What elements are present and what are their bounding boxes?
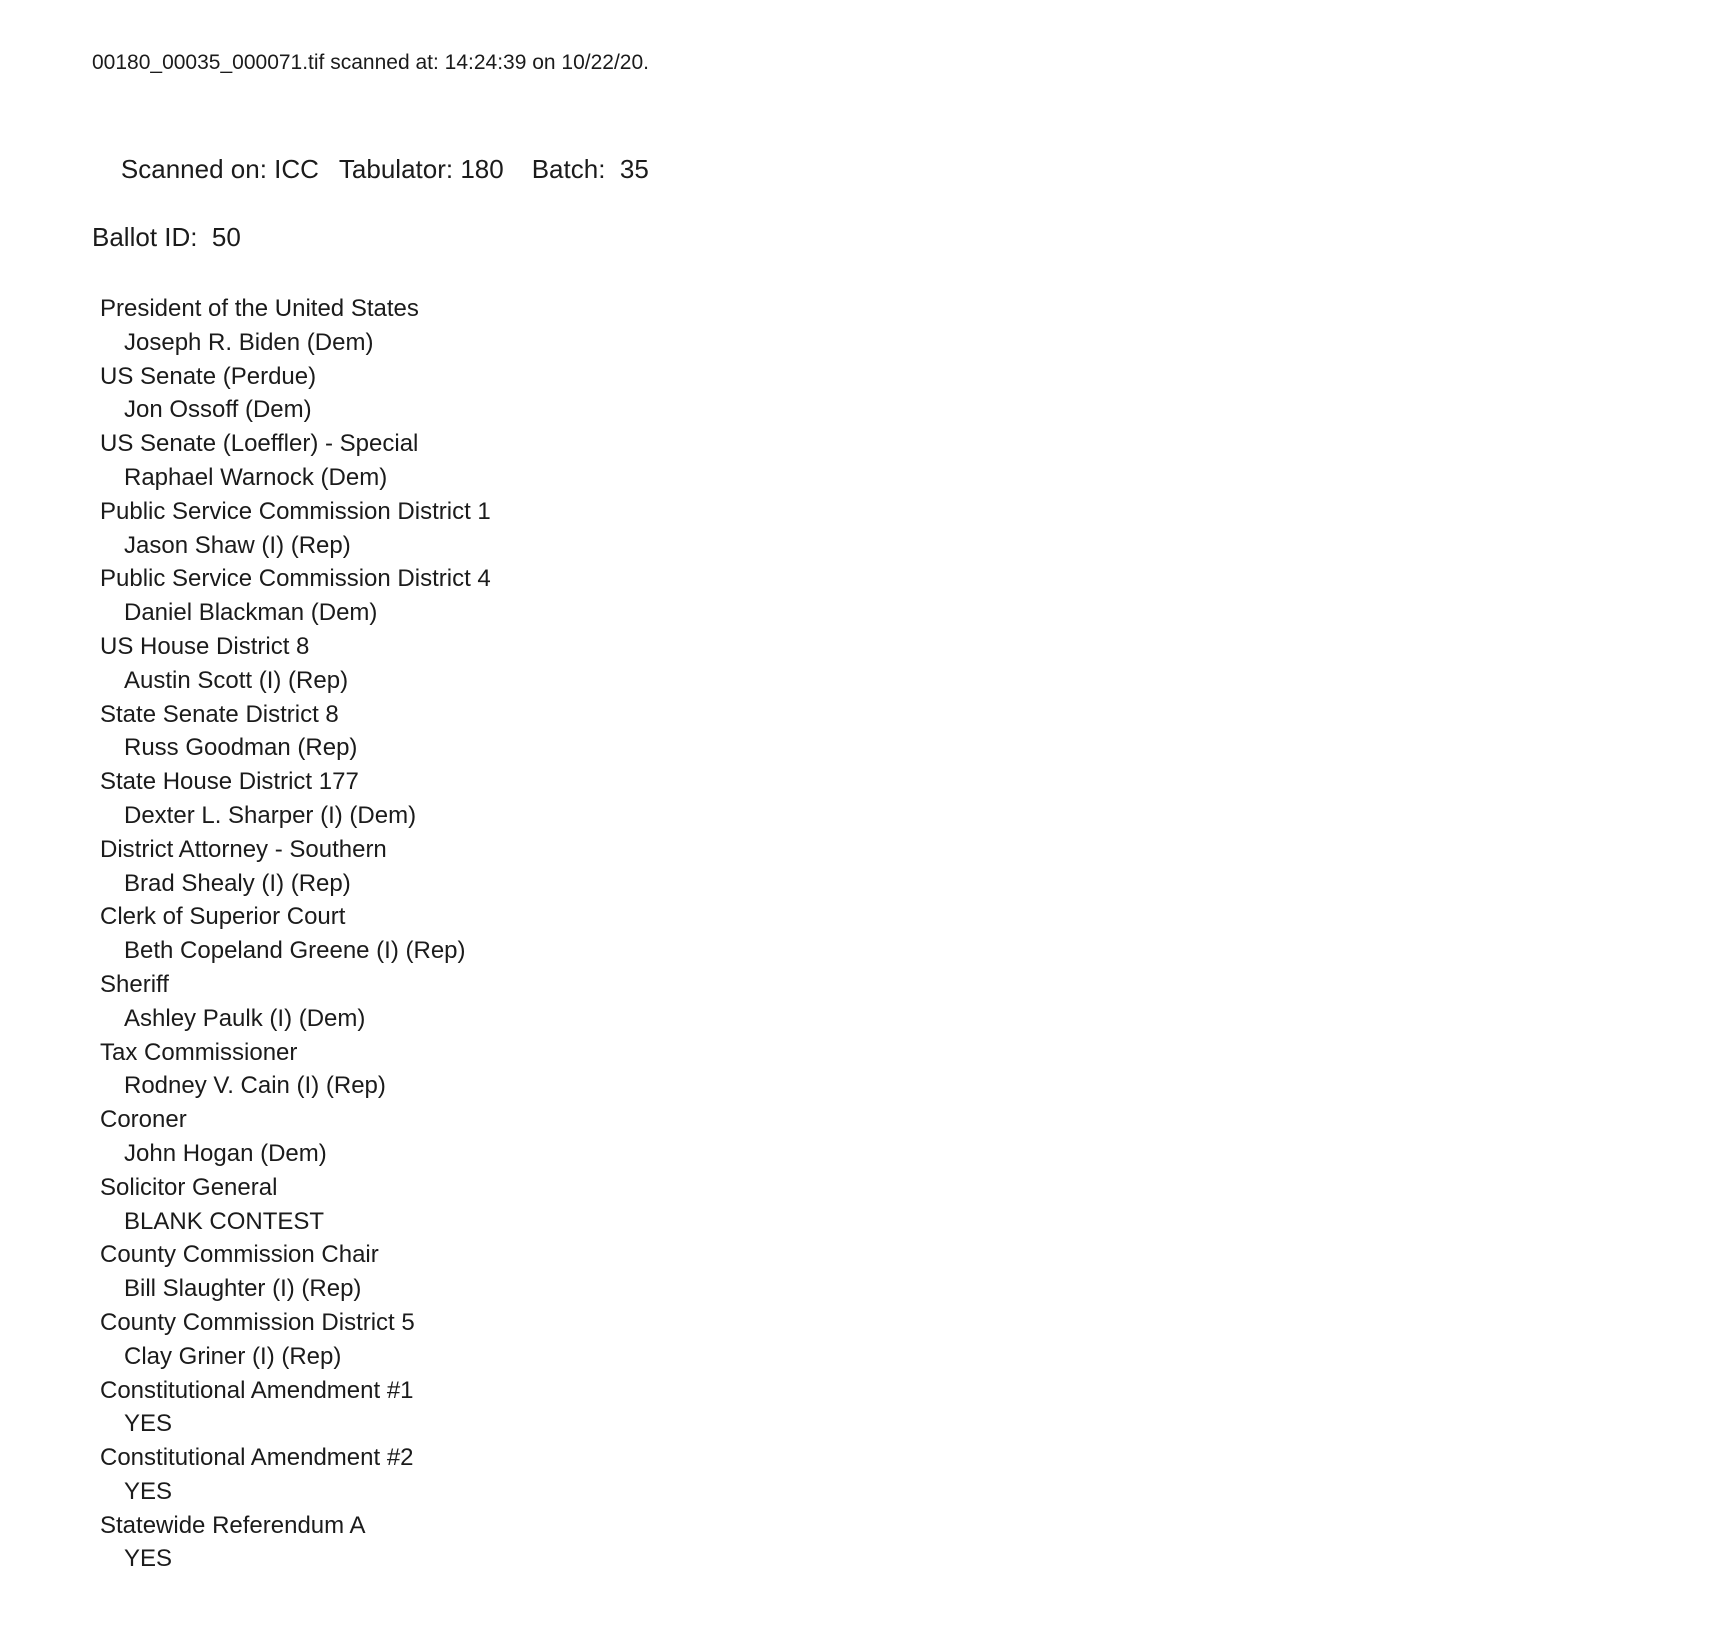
scan-info-line — [92, 118, 1678, 220]
contest-row — [100, 765, 1678, 833]
contest-title: State House District 177 — [100, 768, 359, 796]
batch-value: Batch: 35 — [531, 154, 649, 184]
contest-row — [100, 968, 1678, 1036]
contest-row — [100, 1306, 1678, 1374]
tabulator-value: Tabulator: 180 — [338, 154, 504, 184]
contest-selection: Russ Goodman (Rep) — [124, 734, 358, 762]
contest-selection: Joseph R. Biden (Dem) — [124, 328, 374, 356]
contest-row — [100, 698, 1678, 766]
contest-selection: Ashley Paulk (I) (Dem) — [124, 1004, 366, 1032]
contest-selection: YES — [124, 1545, 173, 1573]
contest-selection: Clay Griner (I) (Rep) — [124, 1342, 342, 1370]
contest-selection: Austin Scott (I) (Rep) — [124, 666, 349, 694]
contest-row — [100, 1171, 1678, 1239]
contest-title: Constitutional Amendment #2 — [100, 1444, 414, 1472]
contest-row — [100, 562, 1678, 630]
contest-title: Sheriff — [100, 970, 169, 998]
contest-selection: Rodney V. Cain (I) (Rep) — [124, 1072, 386, 1100]
contest-title: US Senate (Loeffler) - Special — [100, 430, 419, 458]
contest-row — [100, 292, 1678, 360]
contest-selection: Beth Copeland Greene (I) (Rep) — [124, 937, 466, 965]
contest-selection: Dexter L. Sharper (I) (Dem) — [124, 801, 417, 829]
contest-row — [100, 427, 1678, 495]
contest-selection: John Hogan (Dem) — [124, 1139, 327, 1167]
contest-title: Public Service Commission District 4 — [100, 565, 491, 593]
contest-title: District Attorney - Southern — [100, 835, 387, 863]
contest-row — [100, 833, 1678, 901]
contest-row — [100, 1238, 1678, 1306]
ballot-id-value: Ballot ID: 50 — [92, 222, 241, 252]
contest-row — [100, 1103, 1678, 1171]
contest-title: County Commission Chair — [100, 1241, 379, 1269]
contest-row — [100, 900, 1678, 968]
contest-title: Statewide Referendum A — [100, 1511, 366, 1539]
contest-list — [100, 292, 1678, 1576]
contest-title: President of the United States — [100, 295, 419, 322]
contest-row — [100, 1509, 1678, 1577]
contest-title: Constitutional Amendment #1 — [100, 1376, 414, 1404]
scan-filename-line: 00180_00035_000071.tif scanned at: 14:24:39 on 10/22/20. — [92, 51, 649, 74]
contest-selection: Jon Ossoff (Dem) — [124, 396, 312, 424]
contest-title: Public Service Commission District 1 — [100, 497, 491, 525]
contest-selection: BLANK CONTEST — [124, 1207, 325, 1235]
contest-title: US House District 8 — [100, 632, 310, 660]
contest-row — [100, 1374, 1678, 1442]
contest-row — [100, 495, 1678, 563]
contest-row — [100, 1036, 1678, 1104]
contest-selection: YES — [124, 1410, 173, 1438]
contest-title: Clerk of Superior Court — [100, 903, 346, 931]
contest-title: Coroner — [100, 1106, 187, 1134]
contest-title: County Commission District 5 — [100, 1308, 415, 1336]
contest-selection: Daniel Blackman (Dem) — [124, 599, 378, 627]
contest-row — [100, 1441, 1678, 1509]
contest-title: Tax Commissioner — [100, 1038, 298, 1066]
contest-selection: YES — [124, 1477, 173, 1505]
contest-selection: Raphael Warnock (Dem) — [124, 463, 388, 491]
contest-title: Solicitor General — [100, 1173, 278, 1201]
contest-row — [100, 630, 1678, 698]
contest-selection: Brad Shealy (I) (Rep) — [124, 869, 351, 897]
contest-row — [100, 360, 1678, 428]
contest-title: US Senate (Perdue) — [100, 362, 317, 390]
scanned-on-value: Scanned on: ICC — [120, 154, 319, 184]
contest-title: State Senate District 8 — [100, 700, 339, 728]
contest-selection: Bill Slaughter (I) (Rep) — [124, 1275, 362, 1303]
contest-selection: Jason Shaw (I) (Rep) — [124, 531, 351, 559]
